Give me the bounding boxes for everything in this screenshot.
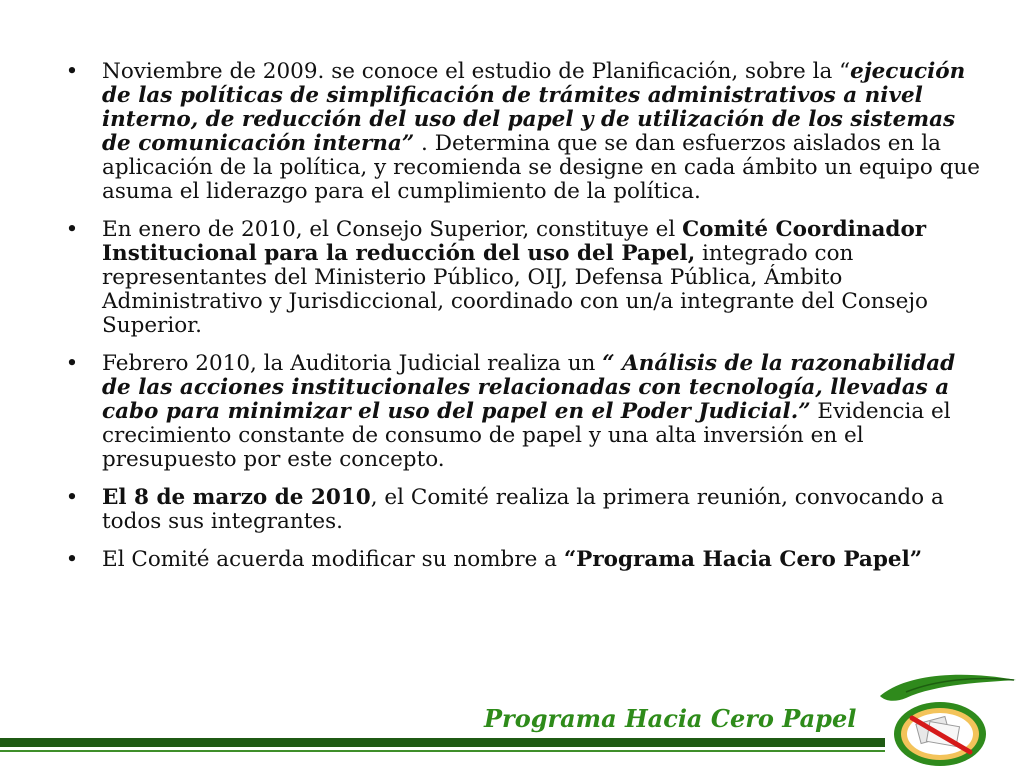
- bullet-text: El Comité acuerda modificar su nombre a: [102, 547, 564, 572]
- footer-bar-thin: [0, 750, 885, 752]
- bullet-emphasis: El 8 de marzo de 2010: [102, 485, 371, 510]
- bullet-icon: •: [65, 351, 79, 376]
- bullet-emphasis: “ Análisis de la razonabilidad de las acciones institucionales relacionadas con tecnología, llevadas a cabo para minimizar el uso del papel en el Poder Judicial.”: [102, 351, 956, 424]
- bullet-list: [62, 60, 982, 572]
- bullet-text: Evidencia el crecimiento constante de consumo de papel y una alta inversión en el presupuesto por este concepto.: [102, 399, 951, 472]
- bullet-item-noviembre-2009: [62, 60, 982, 204]
- bullet-text: integrado con representantes del Ministerio Público, OIJ, Defensa Pública, Ámbito Administrativo y Jurisdiccional, coordinado con un/a integrante del Consejo Superior.: [102, 241, 928, 338]
- bullet-text: Noviembre de 2009. se conoce el estudio de Planificación, sobre la “: [102, 59, 851, 84]
- bullet-icon: •: [65, 59, 79, 84]
- bullet-icon: •: [65, 217, 79, 242]
- bullet-item-8-marzo-2010: [62, 486, 982, 534]
- bullet-icon: •: [65, 485, 79, 510]
- bullet-item-nombre-programa: [62, 548, 982, 572]
- bullet-text: . Determina que se dan esfuerzos aislados en la aplicación de la política, y recomienda se designe en cada ámbito un equipo que asuma el liderazgo para el cumplimiento de la política.: [102, 131, 981, 204]
- bullet-text: , el Comité realiza la primera reunión, convocando a todos sus integrantes.: [102, 485, 944, 534]
- bullet-emphasis: Comité Coordinador Institucional para la reducción del uso del Papel,: [102, 217, 927, 266]
- bullet-emphasis: ejecución de las políticas de simplificación de trámites administrativos a nivel interno, de reducción del uso del papel y de utilización de los sistemas de comunicación interna”: [102, 59, 966, 156]
- bullet-text: En enero de 2010, el Consejo Superior, constituye el: [102, 217, 683, 242]
- bullet-item-enero-2010: [62, 218, 982, 338]
- bullet-icon: •: [65, 547, 79, 572]
- bullet-emphasis: “Programa Hacia Cero Papel”: [563, 547, 923, 572]
- footer-bar: [0, 738, 885, 747]
- slide-body: [62, 60, 982, 586]
- footer-title: Programa Hacia Cero Papel: [484, 704, 857, 733]
- bullet-text: Febrero 2010, la Auditoria Judicial realiza un: [102, 351, 603, 376]
- bullet-item-febrero-2010: [62, 352, 982, 472]
- cero-papel-logo-icon: [866, 668, 1024, 768]
